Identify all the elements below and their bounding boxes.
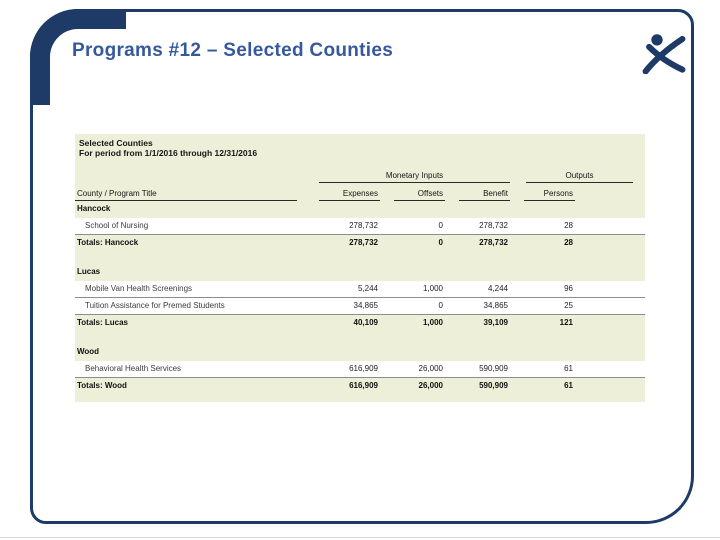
report-title: Selected Counties (79, 138, 153, 148)
column-header-persons: Persons (524, 190, 575, 201)
program-title-cell: Mobile Van Health Screenings (85, 283, 193, 293)
persons-cell: 25 (564, 300, 573, 310)
benefit-cell: 39,109 (483, 318, 508, 328)
offsets-cell: 0 (438, 220, 443, 230)
program-title-cell: Tuition Assistance for Premed Students (85, 300, 225, 310)
program-row (75, 281, 645, 298)
logo-icon (642, 32, 686, 74)
persons-cell: 28 (564, 238, 573, 248)
totals-label: Totals: Lucas (77, 318, 128, 328)
expenses-cell: 5,244 (357, 283, 378, 293)
persons-cell: 121 (559, 318, 573, 328)
monetary-inputs-header: Monetary Inputs (319, 172, 510, 183)
offsets-cell: 26,000 (418, 381, 443, 391)
report-bottom-padding (75, 395, 645, 402)
group-spacer (75, 332, 645, 344)
benefit-cell: 34,865 (483, 300, 508, 310)
offsets-cell: 1,000 (422, 318, 443, 328)
column-header-expenses: Expenses (319, 190, 380, 201)
county-name: Hancock (77, 204, 111, 214)
group-header-row (75, 170, 645, 183)
offsets-cell: 26,000 (418, 363, 443, 373)
offsets-cell: 1,000 (422, 283, 443, 293)
expenses-cell: 278,732 (349, 238, 378, 248)
persons-cell: 96 (564, 283, 573, 293)
slide-title: Programs #12 – Selected Counties (72, 40, 394, 61)
outputs-header: Outputs (526, 172, 633, 183)
column-header-benefit: Benefit (459, 190, 510, 201)
benefit-cell: 278,732 (479, 238, 508, 248)
program-row (75, 298, 645, 315)
column-header-offsets: Offsets (394, 190, 445, 201)
expenses-cell: 616,909 (349, 381, 378, 391)
program-title-cell: Behavioral Health Services (85, 363, 182, 373)
expenses-cell: 34,865 (353, 300, 378, 310)
benefit-cell: 278,732 (479, 220, 508, 230)
benefit-cell: 4,244 (487, 283, 508, 293)
program-title-cell: School of Nursing (85, 220, 149, 230)
expenses-cell: 616,909 (349, 363, 378, 373)
program-row (75, 218, 645, 235)
county-row (75, 201, 645, 218)
expenses-cell: 40,109 (353, 318, 378, 328)
county-name: Lucas (77, 267, 101, 277)
county-name: Wood (77, 347, 100, 357)
program-row (75, 361, 645, 378)
benefit-cell: 590,909 (479, 381, 508, 391)
group-spacer (75, 252, 645, 264)
offsets-cell: 0 (438, 300, 443, 310)
totals-label: Totals: Hancock (77, 238, 139, 248)
expenses-cell: 278,732 (349, 220, 378, 230)
column-header-title: County / Program Title (75, 190, 297, 201)
report-header (75, 134, 645, 160)
persons-cell: 28 (564, 220, 573, 230)
county-row (75, 344, 645, 361)
report-table (75, 134, 645, 402)
totals-label: Totals: Wood (77, 381, 127, 391)
slide-bottom-divider (0, 537, 720, 538)
persons-cell: 61 (564, 363, 573, 373)
offsets-cell: 0 (438, 238, 443, 248)
totals-row (75, 315, 645, 332)
column-header-row (75, 187, 645, 201)
totals-row (75, 235, 645, 252)
persons-cell: 61 (564, 381, 573, 391)
benefit-cell: 590,909 (479, 363, 508, 373)
county-row (75, 264, 645, 281)
totals-row (75, 378, 645, 395)
report-period: For period from 1/1/2016 through 12/31/2016 (79, 148, 258, 158)
